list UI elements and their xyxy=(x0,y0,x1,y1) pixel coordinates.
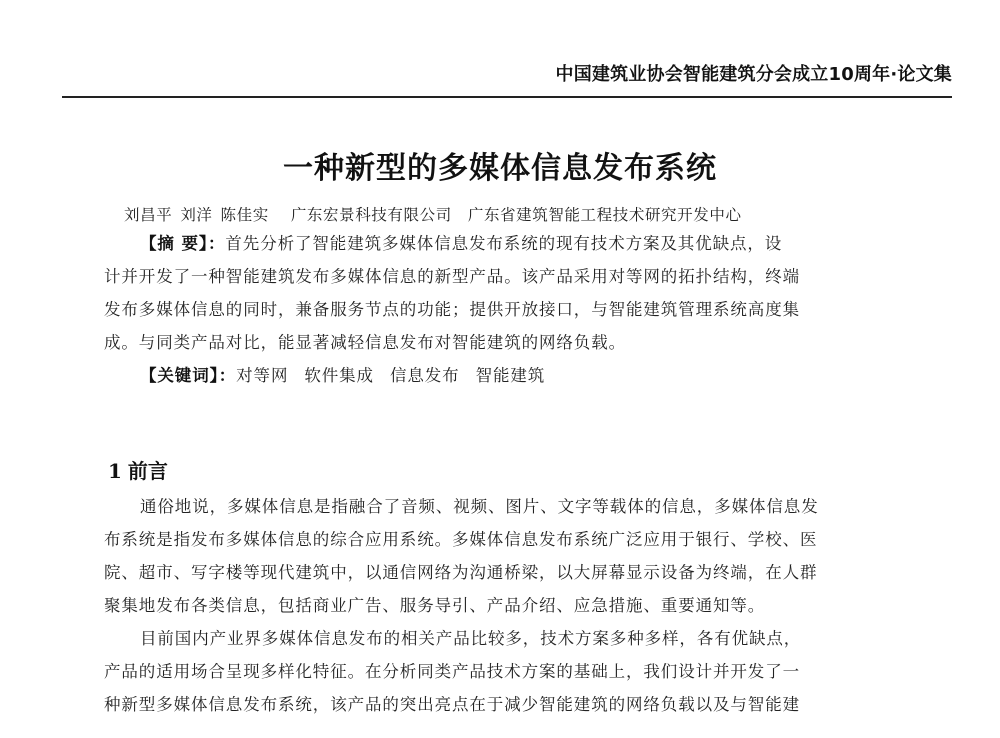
body-line: 产品的适用场合呈现多样化特征。在分析同类产品技术方案的基础上，我们设计并开发了一 xyxy=(104,662,800,681)
keyword: 软件集成 xyxy=(304,366,374,385)
running-header-title: 中国建筑业协会智能建筑分会成立10周年·论文集 xyxy=(555,64,952,85)
body-line: 目前国内产业界多媒体信息发布的相关产品比较多，技术方案多种多样，各有优缺点， xyxy=(140,629,802,648)
section-number: 1 xyxy=(108,459,122,483)
body-line: 种新型多媒体信息发布系统，该产品的突出亮点在于减少智能建筑的网络负载以及与智能建 xyxy=(104,695,800,714)
author-byline xyxy=(124,203,742,225)
abstract-line xyxy=(140,232,782,256)
body-line: 聚集地发布各类信息，包括商业广告、服务导引、产品介绍、应急措施、重要通知等。 xyxy=(104,596,766,615)
author-name: 刘洋 xyxy=(180,206,213,224)
affiliation: 广东省建筑智能工程技术研究开发中心 xyxy=(467,206,742,224)
keywords-label: 【关键词】： xyxy=(140,366,237,385)
abstract-line: 成。与同类产品对比，能显著减轻信息发布对智能建筑的网络负载。 xyxy=(104,333,626,352)
keywords-line xyxy=(140,364,561,388)
abstract-text: 首先分析了智能建筑多媒体信息发布系统的现有技术方案及其优缺点，设 xyxy=(225,234,783,253)
author-name: 刘昌平 xyxy=(124,206,173,224)
body-line: 通俗地说，多媒体信息是指融合了音频、视频、图片、文字等载体的信息，多媒体信息发 xyxy=(140,497,819,516)
author-name: 陈佳实 xyxy=(220,206,269,224)
abstract-line: 计并开发了一种智能建筑发布多媒体信息的新型产品。该产品采用对等网的拓扑结构，终端 xyxy=(104,267,800,286)
body-line: 院、超市、写字楼等现代建筑中，以通信网络为沟通桥梁，以大屏幕显示设备为终端，在人群 xyxy=(104,563,818,582)
abstract-line: 发布多媒体信息的同时，兼备服务节点的功能；提供开放接口，与智能建筑管理系统高度集 xyxy=(104,300,800,319)
abstract-label: 【摘 要】： xyxy=(140,234,226,253)
body-line: 布系统是指发布多媒体信息的综合应用系统。多媒体信息发布系统广泛应用于银行、学校、医 xyxy=(104,530,818,549)
affiliation: 广东宏景科技有限公司 xyxy=(290,206,452,224)
keyword: 对等网 xyxy=(236,366,289,385)
section-heading xyxy=(108,455,168,484)
keyword: 智能建筑 xyxy=(475,366,546,385)
section-title: 前言 xyxy=(127,459,168,483)
running-header xyxy=(62,56,952,98)
keyword: 信息发布 xyxy=(389,366,460,385)
paper-title: 一种新型的多媒体信息发布系统 xyxy=(283,151,717,186)
